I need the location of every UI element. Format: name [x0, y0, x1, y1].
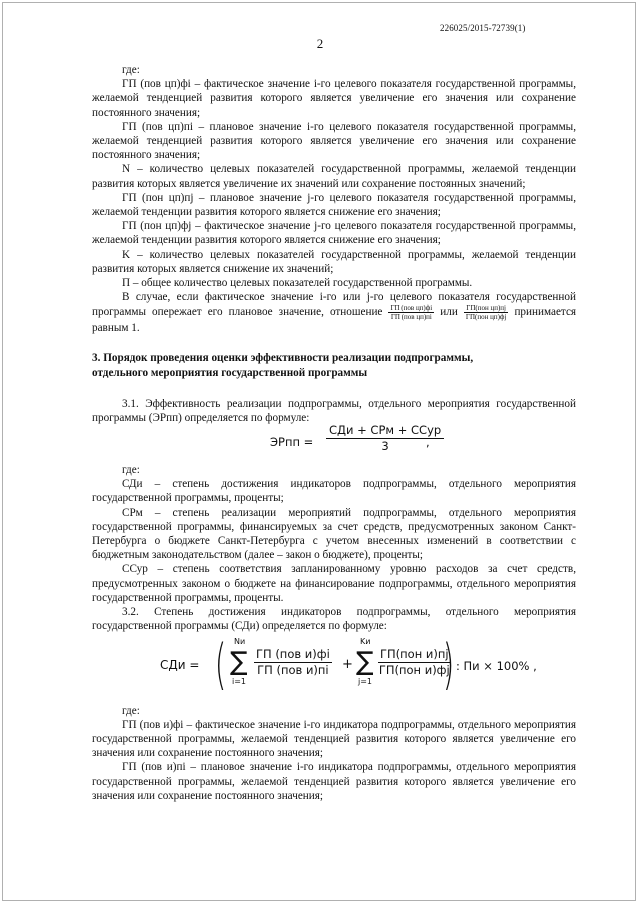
ratio-fraction-1-denominator: ГП (пов цп)пi: [390, 313, 432, 322]
formula-er-pp-tail: ,: [426, 435, 430, 450]
formula-sd-i-fraction-1-numerator: ГП (пов и)фi: [256, 646, 330, 661]
definition-gp-pov-cp-fi: ГП (пов цп)фi – фактическое значение i-го целевого показателя государственной программы, желаемой тенденцией развития которого является увеличение его значения или сохранение постоянного значения;: [92, 78, 576, 119]
definition-ss-ur: ССур – степень соответствия запланированному уровню расходов за счет средств, предусмотренных законом о бюджете на финансирование подпрограммы, отдельного мероприятия государственной программы, проценты.: [92, 563, 576, 604]
ratio-or: или: [440, 306, 458, 319]
formula-sd-i-fraction-1: [254, 647, 332, 678]
ratio-fraction-2-numerator: ГП(пон цп)пj: [464, 304, 508, 313]
page-number: 2: [316, 36, 324, 51]
section-3-heading-line-2: отдельного мероприятия государственной программы: [92, 366, 368, 379]
sum-1-sigma: ∑: [230, 646, 248, 677]
definition-k: K – количество целевых показателей государственной программы, желаемой тенденции развития которых является снижение их значений;: [92, 248, 576, 275]
formula-sd-i-plus: +: [342, 656, 353, 672]
sum-2-sigma: ∑: [356, 646, 374, 677]
formula-sd-i-fraction-2: [378, 647, 451, 678]
formula-sd-i-fraction-2-numerator: ГП(пон и)пj: [380, 646, 449, 661]
definition-gp-pon-cp-fj: ГП (пон цп)фj – фактическое значение j-го целевого показателя государственной программы, желаемой тенденции развития которого является снижение его значения;: [92, 220, 576, 247]
sum-2-upper-limit: Kи: [360, 636, 371, 646]
formula-er-pp-lhs: ЭРпп =: [270, 435, 314, 450]
definition-gp-pon-cp-pj: ГП (пон цп)пj – плановое значение j-го целевого показателя государственной программы, желаемой тенденции развития которого является снижение его значения;: [92, 191, 576, 219]
where-label-2: где:: [122, 464, 140, 477]
formula-sd-i-lhs: СДи =: [160, 657, 200, 672]
definition-gp-pov-i-fi: ГП (пов и)фi – фактическое значение i-го индикатора подпрограммы, отдельного мероприятия государственной программы, желаемой тенденцией развития которого является увеличение его значения или сохранение постоянного значения;: [92, 718, 576, 760]
document-body: [92, 63, 576, 803]
ratio-fraction-1-numerator: ГП (пов цп)фi: [390, 304, 433, 313]
definition-p: П – общее количество целевых показателей государственной программы.: [122, 277, 473, 290]
clause-3-2: 3.2. Степень достижения индикаторов подпрограммы, отдельного мероприятия государственной программы (СДи) определяется по формуле:: [92, 606, 576, 633]
definition-gp-pov-i-pi: ГП (пов и)пi – плановое значение i-го индикатора подпрограммы, отдельного мероприятия государственной программы, желаемой тенденцией развития которого является увеличение его значения или сохранение постоянного значения;: [92, 761, 576, 802]
definition-sr-m: СРм – степень реализации мероприятий подпрограммы, отдельного мероприятия государственной программы, финансируемых за счет средств, предусмотренных законом Санкт-Петербурга о бюджете Санкт-Петербурга с учетом внесенных изменений в соответствии с бюджетным законодательством (далее – закон о бюджете), проценты;: [92, 506, 576, 562]
ratio-rule-end: принимается равным 1.: [92, 306, 577, 335]
ratio-rule-text: В случае, если фактическое значение i-го или j-го целевого показателя государственной программы опережает его плановое значение, отношение: [92, 291, 576, 319]
ratio-rule-paragraph: [92, 290, 576, 335]
formula-sd-i-fraction-1-denominator: ГП (пов и)пi: [257, 662, 329, 677]
where-label: где:: [122, 64, 140, 76]
formula-sd-i: [92, 632, 576, 698]
definition-n: N – количество целевых показателей государственной программы, желаемой тенденции развития которых является увеличение их значений или сохранение постоянных значений;: [92, 163, 576, 190]
formula-er-pp-denominator: 3: [381, 439, 389, 454]
formula-sd-i-right-paren: ): [442, 632, 455, 696]
definition-gp-pov-cp-pi: ГП (пов цп)пi – плановое значение i-го целевого показателя государственной программы, желаемой тенденцией развития которого является увеличение его значения или сохранение постоянного значения;: [92, 120, 576, 162]
ratio-fraction-1: [388, 304, 434, 321]
ratio-fraction-2: [464, 304, 508, 321]
sum-1-upper-limit: Nи: [234, 636, 246, 646]
formula-sd-i-left-paren: (: [214, 632, 227, 696]
formula-sd-i-tail: : Пи × 100% ,: [456, 658, 537, 673]
document-id: 226025/2015-72739(1): [440, 23, 526, 33]
formula-er-pp: [92, 425, 576, 463]
ratio-fraction-2-denominator: ГП(пон цп)фj: [465, 313, 507, 322]
formula-sd-i-fraction-2-denominator: ГП(пон и)фj: [378, 662, 450, 677]
sum-2-lower-limit: j=1: [358, 676, 373, 686]
sum-1-lower-limit: i=1: [232, 676, 247, 686]
clause-3-1: 3.1. Эффективность реализации подпрограммы, отдельного мероприятия государственной программы (ЭРпп) определяется по формуле:: [92, 397, 576, 424]
section-3-heading-line-1: 3. Порядок проведения оценки эффективности реализации подпрограммы,: [92, 351, 474, 364]
where-label-3: где:: [122, 704, 140, 717]
formula-er-pp-numerator: СДи + СРм + ССур: [326, 423, 444, 439]
definition-sd-i: СДи – степень достижения индикаторов подпрограммы, отдельного мероприятия государственной программы, проценты;: [92, 478, 576, 505]
section-3-heading: [92, 351, 576, 381]
